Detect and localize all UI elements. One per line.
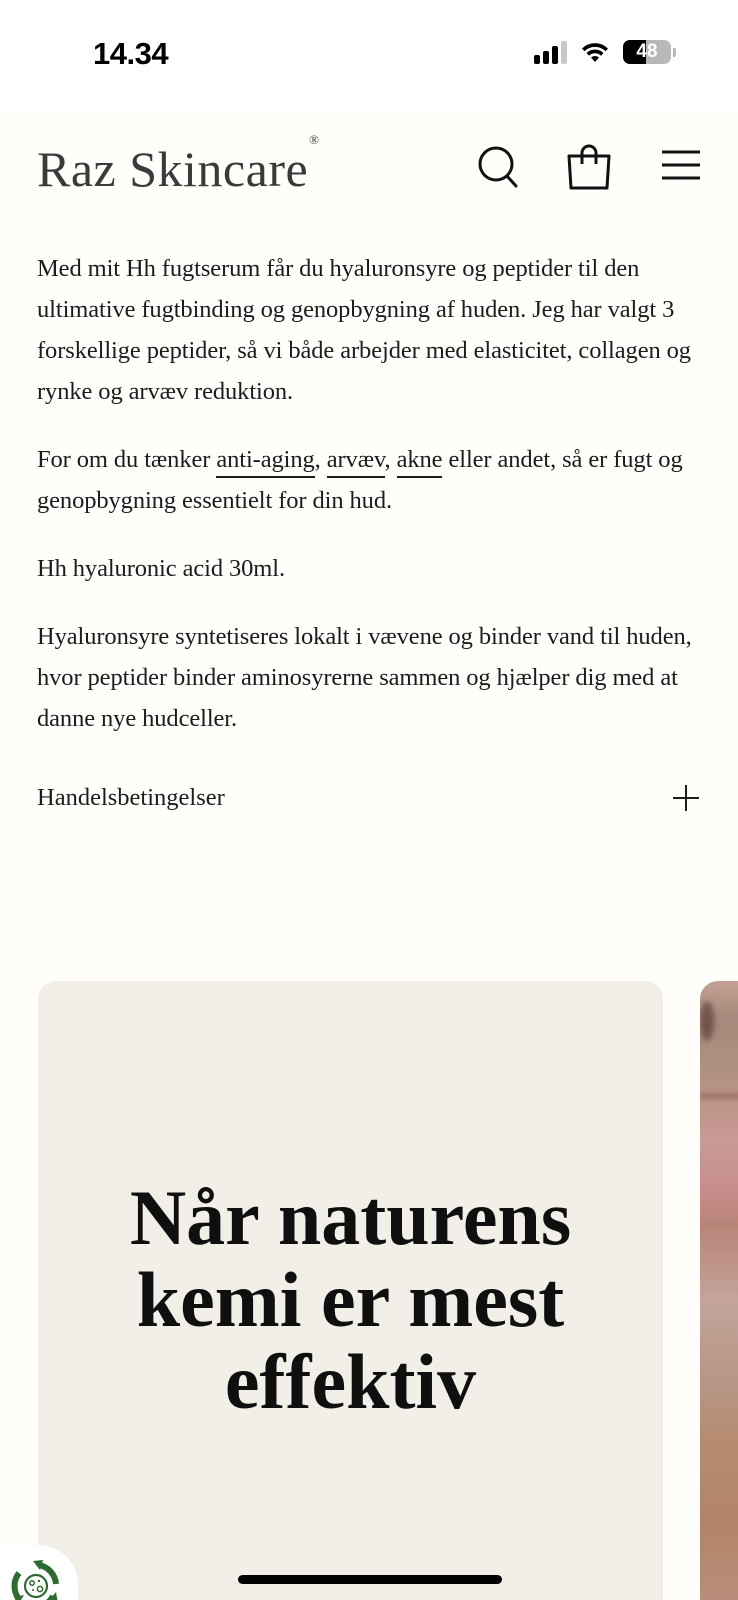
separator: ,: [314, 446, 327, 473]
link-arvaev[interactable]: arvæv: [327, 446, 385, 478]
link-anti-aging[interactable]: anti-aging: [216, 446, 314, 478]
hamburger-menu-icon[interactable]: [658, 144, 706, 192]
status-bar: [0, 0, 738, 108]
wifi-icon: [579, 40, 611, 64]
feature-card-title: Når naturens kemi er mest effektiv: [129, 1174, 572, 1425]
accordion-handelsbetingelser[interactable]: [37, 776, 703, 820]
battery-percent: 48: [636, 41, 658, 62]
battery-icon: [623, 40, 671, 64]
description-paragraph-3: Hh hyaluronic acid 30ml.: [37, 555, 285, 582]
home-indicator[interactable]: [238, 1575, 502, 1584]
plus-icon[interactable]: [673, 785, 699, 811]
site-header: [0, 108, 738, 228]
accordion-label: Handelsbetingelser: [37, 784, 225, 811]
paragraph-2-suffix: eller andet, så er fugt og genopbygning essentielt for din hud.: [37, 446, 683, 514]
description-paragraph-4: Hyaluronsyre syntetiseres lokalt i vævene og binder vand til huden, hvor peptider binder aminosyrerne sammen og hjælper dig med at danne nye hudceller.: [37, 623, 692, 732]
photo-lip-line: [700, 1093, 738, 1099]
battery-tip: [673, 48, 676, 57]
photo-shadow: [700, 1001, 714, 1041]
lips-photo-card[interactable]: [700, 981, 738, 1600]
description-paragraph-2: [37, 439, 703, 521]
recycle-cell-icon: [9, 1559, 63, 1600]
signal-icon: [534, 40, 567, 64]
feature-card: [38, 981, 663, 1600]
link-akne[interactable]: akne: [397, 446, 443, 478]
description-paragraph-1: Med mit Hh fugtserum får du hyaluronsyre og peptider til den ultimative fugtbinding og genopbygning af huden. Jeg har valgt 3 forskellige peptider, så vi både arbejder med elasticitet, collagen og rynke og arvæv reduktion.: [37, 255, 691, 405]
paragraph-2-prefix: For om du tænker: [37, 446, 217, 473]
shopping-bag-icon[interactable]: [565, 144, 613, 192]
separator: ,: [384, 446, 397, 473]
status-time: 14.34: [93, 36, 169, 71]
registered-mark: ®: [309, 132, 320, 148]
status-icons: [534, 40, 676, 64]
product-description: [37, 248, 703, 766]
logo[interactable]: [37, 132, 320, 198]
search-icon[interactable]: [476, 144, 524, 192]
logo-text: Raz Skincare: [37, 141, 309, 197]
